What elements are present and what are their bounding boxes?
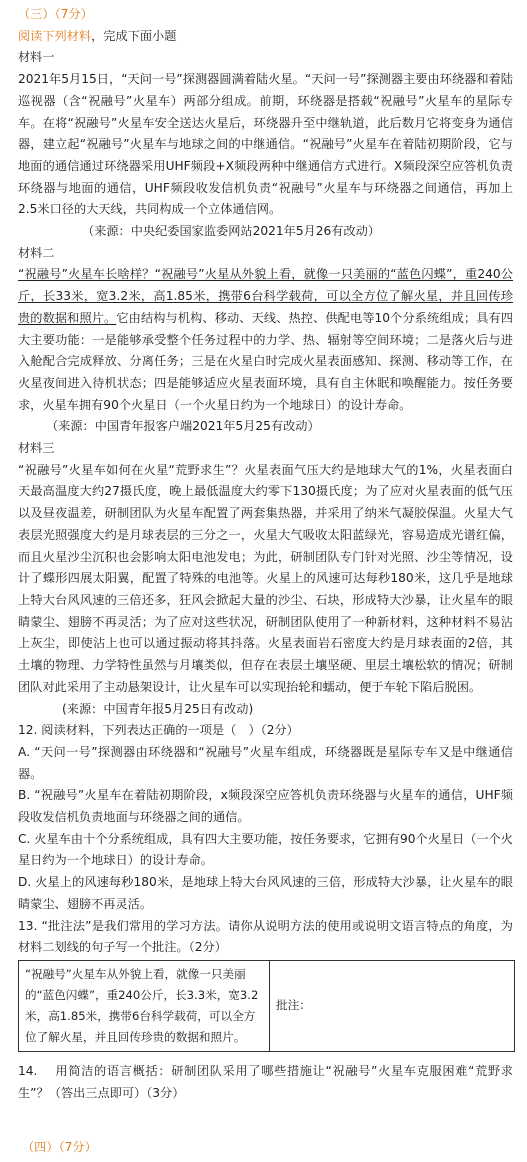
material-3-text: “祝融号”火星车如何在火星“荒野求生”？火星表面气压大约是地球大气的1%，火星表面白天最高温度大约27摄氏度，晚上最低温度大约零下130摄氏度；为了应对火星表面的低气压以及昼夜温差，研制团队为火星车配置了两套集热器，并采用了纳米气凝胶保温。火星大气表层光照强度大约是月球表层的三分之一，火星大气吸收太阳蓝绿光，容易造成光谱红偏，而且火星沙尘沉积也会影响太阳电池发电；为此，研制团队专门针对光照、沙尘等情况，设计了蝶形四展太阳翼，配置了特殊的电池等。火星上的风速可达每秒180米，这几乎是地球上特大台风风速的三倍还多，狂风会掀起大量的沙尘、石块，形成特大沙暴，让火星车的眼睛蒙尘、翅膀不再灵活；为了应对这些状况，研制团队使用了一种新材料，这种材料不易沾上灰尘，即使沾上也可以通过振动将其抖落。火星表面岩石密度大约是月球表面的2倍，其土壤的物理、力学特性虽然与月壤类似，但存在表层土壤坚硬、里层土壤松软的情况；研制团队对此采用了主动悬架设计，让火星车可以实现抬轮和蠕动，便于车轮下陷后脱困。 <box>18 462 513 694</box>
question-12-option-b: B. “祝融号”火星车在着陆初期阶段，x频段深空应答机负责环绕器与火星车的通信，UHF频段收发信机负责地面与环绕器之间的通信。 <box>18 788 513 825</box>
material-1-title: 材料一 <box>18 50 55 65</box>
material-3-source: (来源：中国青年报5月25日有改动) <box>62 701 254 716</box>
question-12-option-d: D. 火星上的风速每秒180米，是地球上特大台风风速的三倍，形成特大沙暴，让火星车的眼睛蒙尘、翅膀不再灵活。 <box>18 875 513 911</box>
section-heading <box>18 4 513 26</box>
instructions <box>18 26 513 48</box>
material-1-source: （来源：中央纪委国家监委网站2021年5月26有改动） <box>82 224 381 239</box>
material-2-text: 它由结构与机构、移动、天线、热控、供配电等10个分系统组成；具有四大主要功能：一是能够承受整个任务过程中的力学、热、辐射等空间环境；二是落火后与进入舱配合完成释放、分离任务；三是在火星白时完成火星表面感知、探测、移动等工作，在火星夜间进入待机状态；四是能够适应火星表面环境，具有自主休眠和唤醒能力。按任务要求，火星车拥有90个火星日（一个火星日约为一个地球日）的设计寿命。 <box>18 310 513 412</box>
section-score: （7分） <box>54 7 93 21</box>
instructions-rest: ，完成下面小题 <box>91 28 177 43</box>
material-2-source: （来源：中国青年报客户端2021年5月25有改动） <box>46 419 320 434</box>
question-13-stem: 13. “批注法”是我们常用的学习方法。请你从说明方法的使用或说明文语言特点的角度，为材料二划线的句子写一个批注。（2分） <box>18 918 513 955</box>
question-12-option-a: A. “天问一号”探测器由环绕器和“祝融号”火星车组成，环绕器既是星际专车又是中继通信器。 <box>18 744 513 781</box>
annotation-answer-cell[interactable] <box>270 960 515 1051</box>
question-12-option-c: C. 火星车由十个分系统组成，具有四大主要功能，按任务要求，它拥有90个火星日（一个火星日约为一个地球日）的设计寿命。 <box>18 831 513 868</box>
table-row <box>19 960 515 1051</box>
material-2-title: 材料二 <box>18 245 55 260</box>
question-12-stem: 12. 阅读材料，下列表达正确的一项是（ ）（2分） <box>18 723 299 738</box>
annotation-table <box>18 960 515 1052</box>
next-section-heading: （四）（7分） <box>22 1140 97 1154</box>
material-3-title: 材料三 <box>18 441 55 456</box>
material-2-body <box>18 264 513 416</box>
instructions-highlight: 阅读下列材料 <box>18 28 92 43</box>
section-number: （三） <box>18 7 55 21</box>
material-2-underlined: “祝融号”火星车长啥样？“祝融号”火星从外貌上看，就像一只美丽的“蓝色闪蝶”，重240公斤，长33米，宽3.2米，高1.85米，携带6台科学载荷，可以全方位了解火星，并且回传珍贵的数据和照片。 <box>18 267 513 325</box>
annotation-label: 批注： <box>276 998 311 1013</box>
material-1-text: 2021年5月15日，“天问一号”探测器圆满着陆火星。“天问一号”探测器主要由环绕器和着陆巡视器（含“祝融号”火星车）两部分组成。前期，环绕器是搭载“祝融号”火星车的星际专车。在将“祝融号”火星车安全送达火星后，环绕器升至中继轨道，此后数月它将变身为通信器，建立起“祝融号”火星车与地球之间的中继通信。“祝融号”火星车在着陆初期阶段，它与地面的通信通过环绕器采用UHF频段+X频段两种中继通信方式进行。X频段深空应答机负责环绕器与地面的通信，UHF频段收发信机负责“祝融号”火星车与环绕器之间通信，再加上2.5米口径的大天线，共同构成一个立体通信网。 <box>18 72 513 217</box>
quoted-sentence-cell: “祝融号”火星车从外貌上看，就像一只美丽的“蓝色闪蝶”，重240公斤，长3.3米，宽3.2米，高1.85米，携带6台科学载荷，可以全方位了解火星，并且回传珍贵的数据和照片。 <box>19 960 270 1051</box>
question-14-stem: 14. 用简洁的语言概括：研制团队采用了哪些措施让“祝融号”火星车克服困难“荒野求生”？（答出三点即可）（3分） <box>18 1063 513 1100</box>
